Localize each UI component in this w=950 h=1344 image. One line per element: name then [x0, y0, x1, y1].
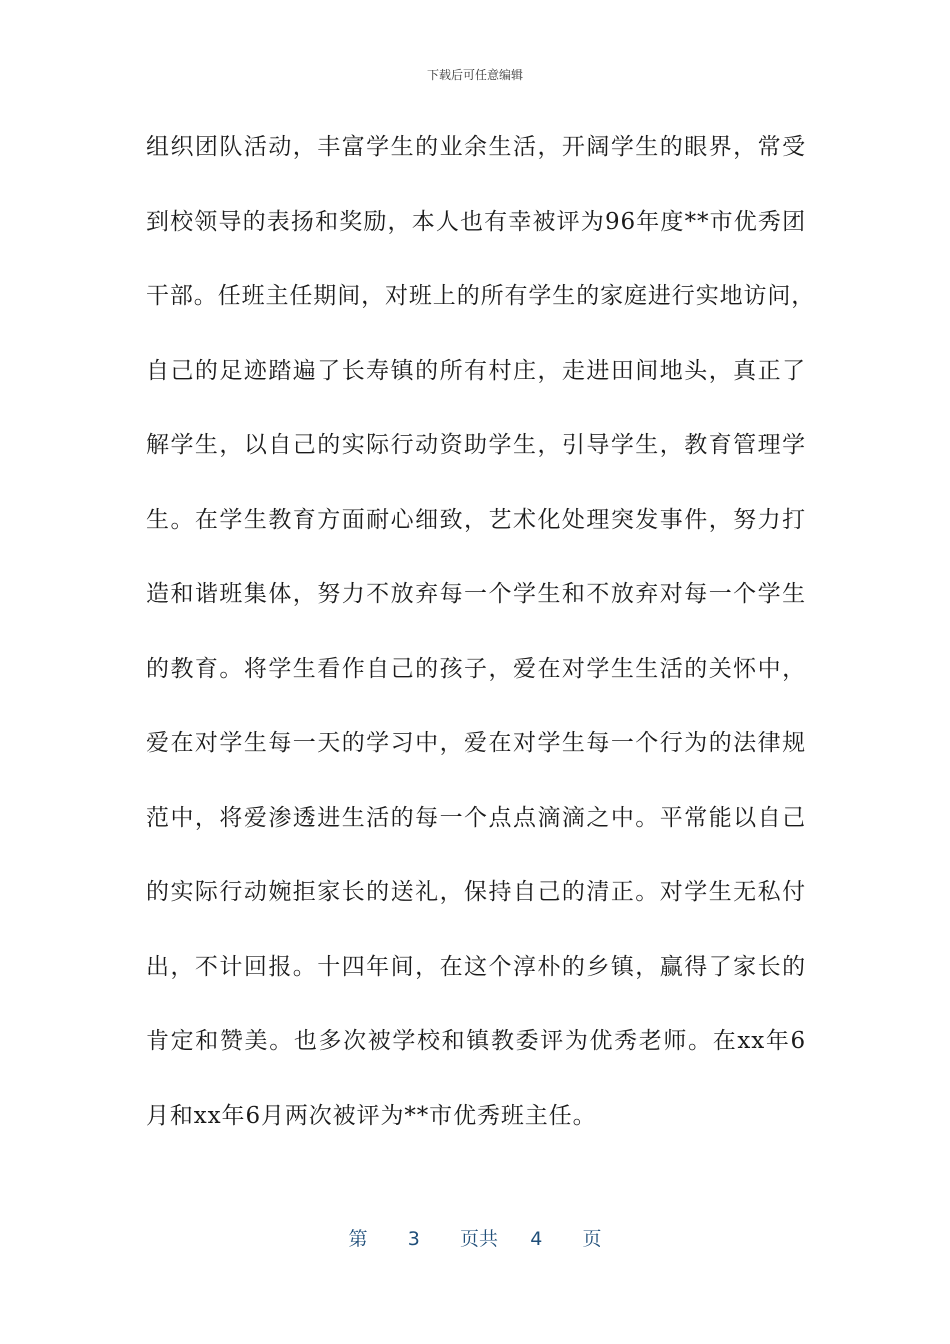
footer-suffix: 页 — [582, 1228, 602, 1250]
footer-middle: 页共 — [460, 1228, 499, 1250]
footer-total-pages: 4 — [530, 1228, 543, 1250]
paragraph-line: 组织团队活动，丰富学生的业余生活，开阔学生的眼界，常受 — [146, 134, 806, 160]
paragraph-line: 解学生，以自己的实际行动资助学生，引导学生，教育管理学 — [146, 432, 806, 458]
paragraph-line: 的实际行动婉拒家长的送礼，保持自己的清正。对学生无私付 — [146, 879, 806, 905]
footer-current-page: 3 — [407, 1228, 420, 1250]
paragraph-line-last: 月和xx年6月两次被评为**市优秀班主任。 — [146, 1103, 597, 1129]
paragraph-line: 自己的足迹踏遍了长寿镇的所有村庄，走进田间地头，真正了 — [146, 358, 806, 384]
paragraph-line: 生。在学生教育方面耐心细致，艺术化处理突发事件，努力打 — [146, 507, 806, 533]
paragraph-line: 出，不计回报。十四年间，在这个淳朴的乡镇，赢得了家长的 — [146, 954, 806, 980]
paragraph-line: 范中，将爱渗透进生活的每一个点点滴滴之中。平常能以自己 — [146, 805, 806, 831]
paragraph-line: 到校领导的表扬和奖励，本人也有幸被评为96年度**市优秀团 — [146, 209, 806, 235]
paragraph-line: 的教育。将学生看作自己的孩子，爱在对学生生活的关怀中， — [146, 656, 806, 682]
page-number-footer — [0, 1224, 950, 1251]
paragraph-line: 造和谐班集体，努力不放弃每一个学生和不放弃对每一个学生 — [146, 581, 806, 607]
footer-prefix: 第 — [348, 1228, 368, 1250]
paragraph-line: 爱在对学生每一天的学习中，爱在对学生每一个行为的法律规 — [146, 730, 806, 756]
page-header: 下载后可任意编辑 — [426, 68, 523, 82]
paragraph-line: 肯定和赞美。也多次被学校和镇教委评为优秀老师。在xx年6 — [146, 1028, 806, 1054]
paragraph-line: 干部。任班主任期间，对班上的所有学生的家庭进行实地访问， — [146, 283, 816, 309]
